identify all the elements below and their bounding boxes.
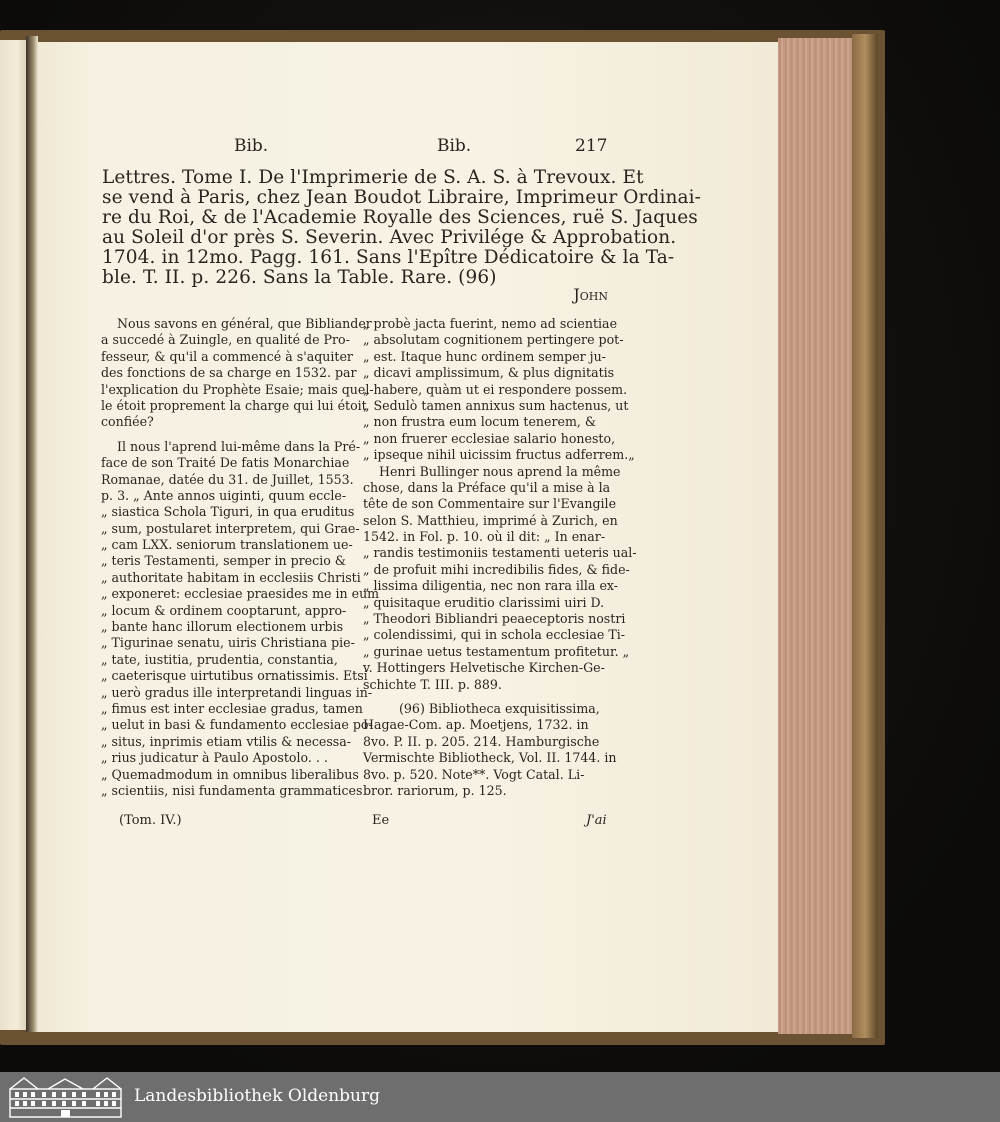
volume-signature: (Tom. IV.)	[119, 813, 182, 828]
text-line: chose, dans la Préface qu'il a mise à la	[363, 479, 611, 495]
signature-mark: Ee	[372, 813, 390, 828]
text-line: ble. T. II. p. 226. Sans la Table. Rare. (96)	[102, 267, 497, 288]
text-line: „ scientiis, nisi fundamenta grammatices	[101, 782, 363, 798]
text-line: „ randis testimoniis testamenti ueteris ual-	[363, 545, 637, 561]
text-line: „ de profuit mihi incredibilis fides, & fide-	[363, 561, 630, 577]
left-column	[101, 316, 380, 799]
text-line: „ teris Testamenti, semper in precio &	[101, 553, 347, 569]
text-line: selon S. Matthieu, imprimé à Zurich, en	[363, 512, 618, 528]
text-line: „ non frustra eum locum tenerem, &	[363, 414, 597, 430]
text-line: „ Quemadmodum in omnibus liberalibus	[101, 766, 359, 782]
library-building-icon	[8, 1075, 123, 1119]
text-line: „ gurinae uetus testamentum profitetur. „	[363, 643, 630, 659]
text-line: p. 3. „ Ante annos uiginti, quum eccle-	[101, 487, 347, 503]
text-line: „ non fruerer ecclesiae salario honesto,	[363, 430, 616, 446]
text-line: Henri Bullinger nous aprend la même	[379, 463, 621, 479]
text-line: „ probè jacta fuerint, nemo ad scientiae	[363, 316, 618, 331]
right-column	[363, 316, 637, 799]
text-line: „ siastica Schola Tiguri, in qua eruditus	[101, 504, 355, 520]
text-line: confiée?	[101, 414, 154, 430]
catchword-head: John	[573, 285, 608, 304]
text-line: „ Tigurinae senatu, uiris Christiana pie-	[101, 635, 355, 651]
text-line: a succedé à Zuingle, en qualité de Pro-	[101, 332, 350, 348]
text-line: „ dicavi amplissimum, & plus dignitatis	[363, 365, 615, 381]
text-line: fesseur, & qu'il a commencé à s'aquiter	[101, 348, 353, 364]
footnote-line: (96) Bibliotheca exquisitissima,	[399, 700, 600, 716]
text-line: v. Hottingers Helvetische Kirchen-Ge-	[363, 660, 605, 676]
text-line: „ locum & ordinem cooptarunt, appro-	[101, 602, 347, 618]
text-line: Romanae, datée du 31. de Juillet, 1553.	[101, 471, 354, 487]
text-line: re du Roi, & de l'Academie Royalle des Sciences, ruë S. Jaques	[102, 207, 698, 228]
footnote-line: Hagae-Com. ap. Moetjens, 1732. in	[363, 717, 589, 733]
text-line: „ Theodori Bibliandri peaeceptoris nostri	[363, 611, 626, 627]
text-line: „ situs, inprimis etiam vtilis & necessa-	[101, 733, 352, 749]
text-line: „ authoritate habitam in ecclesiis Christi	[101, 569, 361, 585]
text-line: „ colendissimi, qui in schola ecclesiae Ti-	[363, 627, 626, 643]
text-line: Lettres. Tome I. De l'Imprimerie de S. A. S. à Trevoux. Et	[102, 167, 644, 188]
text-line: Nous savons en général, que Bibliander	[117, 316, 372, 331]
catchword: J'ai	[586, 813, 607, 828]
text-line: 1704. in 12mo. Pagg. 161. Sans l'Epître Dédicatoire & la Ta-	[102, 247, 675, 268]
library-name: Landesbibliothek Oldenburg	[134, 1086, 381, 1106]
text-line: „ cam LXX. seniorum translationem ue-	[101, 537, 353, 553]
text-line: „ sum, postularet interpretem, qui Grae-	[101, 520, 360, 536]
text-line: „ exponeret: ecclesiae praesides me in eum	[101, 586, 380, 602]
text-line: Il nous l'aprend lui-même dans la Pré-	[117, 438, 361, 454]
text-line: „ fimus est inter ecclesiae gradus, tamen	[101, 700, 363, 716]
text-line: des fonctions de sa charge en 1532. par	[101, 365, 357, 381]
text-line: se vend à Paris, chez Jean Boudot Libraire, Imprimeur Ordinai-	[102, 187, 701, 208]
footnote-line: 8vo. p. 520. Note**. Vogt Catal. Li-	[363, 766, 585, 782]
text-line: „ uelut in basi & fundamento ecclesiae po-	[101, 717, 373, 733]
continuation-entry	[102, 167, 701, 288]
text-line: l'explication du Prophète Esaie; mais quel-	[101, 381, 374, 397]
text-line: „ quisitaque eruditio clarissimi uiri D.	[363, 594, 605, 610]
text-line: „ ipseque nihil uicissim fructus adferrem.„	[363, 447, 635, 463]
footnote-line: bror. rariorum, p. 125.	[363, 782, 507, 798]
text-line: 1542. in Fol. p. 10. où il dit: „ In enar-	[363, 529, 606, 545]
page-number: 217	[575, 136, 608, 156]
text-line: „ est. Itaque hunc ordinem semper ju-	[363, 348, 606, 364]
text-line: „ rius judicatur à Paulo Apostolo. . .	[101, 750, 328, 766]
text-line: „ habere, quàm ut ei respondere possem.	[363, 381, 628, 397]
text-line: „ caeterisque uirtutibus ornatissimis. Etsi	[101, 668, 368, 684]
library-footer	[0, 1072, 1000, 1122]
footnote-line: Vermischte Bibliotheck, Vol. II. 1744. in	[363, 750, 617, 766]
text-line: „ Sedulò tamen annixus sum hactenus, ut	[363, 397, 629, 413]
text-line: „ lissima diligentia, nec non rara illa ex-	[363, 578, 619, 594]
footnote-line: 8vo. P. II. p. 205. 214. Hamburgische	[363, 733, 600, 749]
text-line: „ uerò gradus ille interpretandi linguas in-	[101, 684, 373, 700]
running-head-left: Bib.	[234, 136, 269, 156]
text-line: face de son Traité De fatis Monarchiae	[101, 455, 350, 471]
text-line: schichte T. III. p. 889.	[363, 676, 502, 692]
text-line: le étoit proprement la charge qui lui étoit	[101, 397, 367, 413]
text-line: „ tate, iustitia, prudentia, constantia,	[101, 651, 338, 667]
text-line: tête de son Commentaire sur l'Evangile	[363, 496, 617, 512]
text-line: „ absolutam cognitionem pertingere pot-	[363, 332, 624, 348]
text-line: au Soleil d'or près S. Severin. Avec Privilége & Approbation.	[102, 227, 677, 248]
text-line: „ bante hanc illorum electionem urbis	[101, 619, 344, 635]
running-head-center: Bib.	[437, 136, 472, 156]
